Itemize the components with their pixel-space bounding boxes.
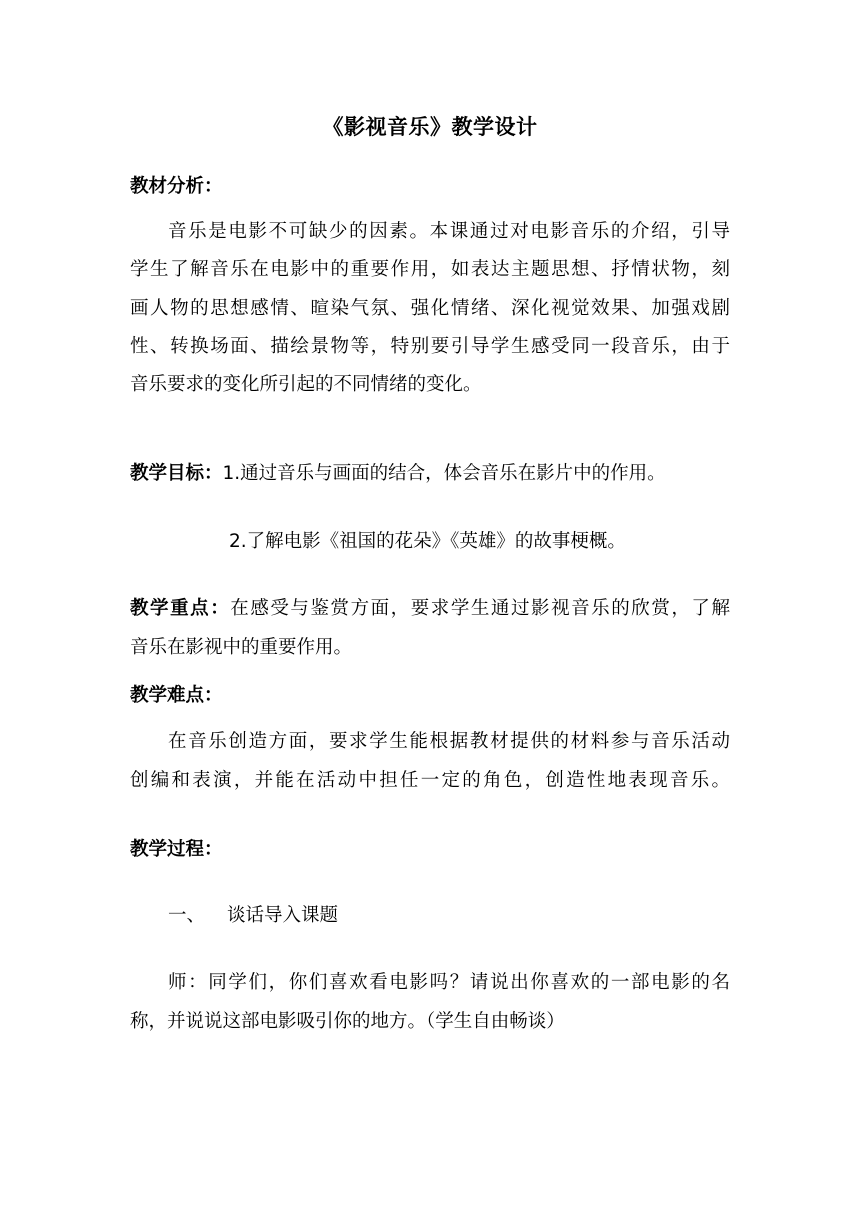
process-heading: 教学过程： xyxy=(130,839,223,860)
goals-item-2: 2.了解电影《祖国的花朵》《英雄》的故事梗概。 xyxy=(229,531,626,552)
goals-heading: 教学目标： xyxy=(130,463,223,484)
key-points-line-2: 音乐在影视中的重要作用。 xyxy=(130,637,353,658)
key-points-line-1: 在感受与鉴赏方面，要求学生通过影视音乐的欣赏，了解 xyxy=(230,598,730,619)
analysis-line: 音乐要求的变化所引起的不同情绪的变化。 xyxy=(130,374,482,395)
analysis-heading: 教材分析： xyxy=(130,176,223,197)
analysis-line: 性、转换场面、描绘景物等，特别要引导学生感受同一段音乐，由于 xyxy=(130,336,730,357)
analysis-line: 学生了解音乐在电影中的重要作用，如表达主题思想、抒情状物，刻 xyxy=(130,259,730,280)
goals-item-1: 1.通过音乐与画面的结合，体会音乐在影片中的作用。 xyxy=(222,463,666,484)
key-points-heading: 教学重点： xyxy=(130,598,231,619)
analysis-line: 音乐是电影不可缺少的因素。本课通过对电影音乐的介绍，引导 xyxy=(168,221,730,242)
teacher-line-1: 师：同学们，你们喜欢看电影吗？请说出你喜欢的一部电影的名 xyxy=(168,972,730,993)
difficulties-line-1: 在音乐创造方面，要求学生能根据教材提供的材料参与音乐活动 xyxy=(168,731,730,752)
difficulties-heading: 教学难点： xyxy=(130,685,223,706)
analysis-line: 画人物的思想感情、暄染气氛、强化情绪、深化视觉效果、加强戏剧 xyxy=(130,298,730,319)
key-points-row xyxy=(130,596,730,622)
teacher-line-2: 称，并说说这部电影吸引你的地方。（学生自由畅谈） xyxy=(130,1011,565,1032)
goals-row xyxy=(130,461,666,487)
page-title: 《影视音乐》教学设计 xyxy=(322,115,538,139)
process-step-1-number: 一、 xyxy=(168,905,206,926)
difficulties-line-2: 创编和表演，并能在活动中担任一定的角色，创造性地表现音乐。 xyxy=(130,770,730,791)
process-step-1-title: 谈话导入课题 xyxy=(227,905,339,926)
process-step-1 xyxy=(168,903,338,929)
